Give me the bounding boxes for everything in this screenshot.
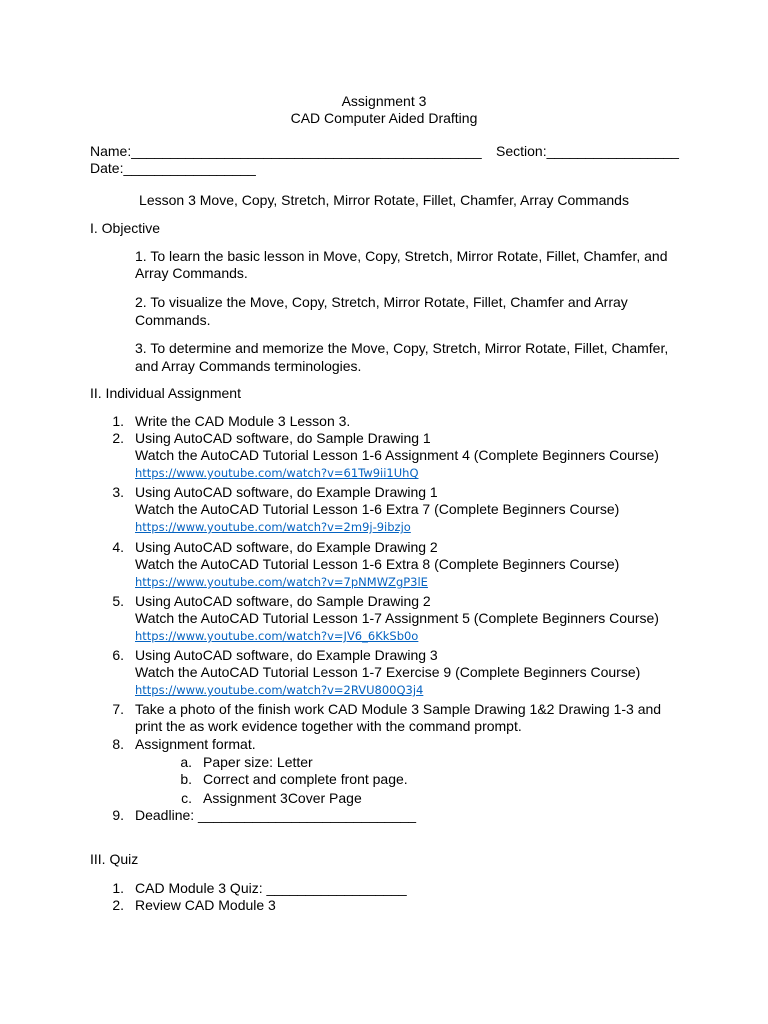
format-letter: b. (180, 771, 192, 787)
item-watch-text: Watch the AutoCAD Tutorial Lesson 1-7 Exercise 9 (Complete Beginners Course) (135, 664, 641, 680)
item-number: 1. (112, 880, 124, 896)
item-watch-text: Watch the AutoCAD Tutorial Lesson 1-6 Extra 7 (Complete Beginners Course) (135, 501, 620, 517)
objective-line: and Array Commands terminologies. (135, 358, 362, 374)
objective-line: 2. To visualize the Move, Copy, Stretch, Mirror Rotate, Fillet, Chamfer and Array (135, 294, 628, 310)
youtube-link[interactable]: https://www.youtube.com/watch?v=7pNMWZgP3lE (135, 575, 428, 589)
quiz-heading: III. Quiz (90, 851, 139, 867)
quiz-text: CAD Module 3 Quiz: __________________ (135, 880, 407, 896)
assignment-heading: II. Individual Assignment (90, 385, 241, 401)
format-text: Paper size: Letter (203, 754, 313, 770)
item-watch-text: Watch the AutoCAD Tutorial Lesson 1-7 Assignment 5 (Complete Beginners Course) (135, 610, 659, 626)
name-field: Name:_____________________________________________ (90, 143, 482, 159)
youtube-link[interactable]: https://www.youtube.com/watch?v=61Tw9ii1UhQ (135, 466, 419, 480)
item-number: 2. (112, 430, 124, 446)
format-text: Correct and complete front page. (203, 771, 408, 787)
item-text: Using AutoCAD software, do Sample Drawing 2 (135, 593, 431, 609)
item-text: Assignment format. (135, 736, 256, 752)
format-text: Assignment 3Cover Page (203, 790, 362, 806)
item-number: 8. (112, 736, 124, 752)
item-number: 9. (112, 807, 124, 823)
quiz-text: Review CAD Module 3 (135, 897, 276, 913)
lesson-title: Lesson 3 Move, Copy, Stretch, Mirror Rotate, Fillet, Chamfer, Array Commands (139, 192, 629, 208)
objective-heading: I. Objective (90, 220, 161, 236)
item-number: 2. (112, 897, 124, 913)
date-field: Date:_________________ (90, 160, 256, 176)
item-watch-text: Watch the AutoCAD Tutorial Lesson 1-6 Assignment 4 (Complete Beginners Course) (135, 447, 659, 463)
item-text: Using AutoCAD software, do Sample Drawing 1 (135, 430, 431, 446)
youtube-link[interactable]: https://www.youtube.com/watch?v=2RVU800Q3j4 (135, 683, 424, 697)
objective-line: 3. To determine and memorize the Move, Copy, Stretch, Mirror Rotate, Fillet, Chamfer, (135, 340, 669, 356)
item-text-continued: print the as work evidence together with the command prompt. (135, 718, 522, 734)
assignment-title: Assignment 3 (341, 93, 427, 109)
format-letter: c. (181, 790, 192, 806)
item-number: 4. (112, 539, 124, 555)
section-field: Section:_________________ (496, 143, 679, 159)
item-number: 6. (112, 647, 124, 663)
document-subtitle: CAD Computer Aided Drafting (290, 110, 478, 126)
youtube-link[interactable]: https://www.youtube.com/watch?v=JV6_6KkSb0o (135, 629, 419, 643)
format-letter: a. (180, 754, 192, 770)
youtube-link[interactable]: https://www.youtube.com/watch?v=2m9j-9ibzjo (135, 520, 411, 534)
item-number: 3. (112, 484, 124, 500)
item-text: Using AutoCAD software, do Example Drawing 1 (135, 484, 438, 500)
item-text: Take a photo of the finish work CAD Module 3 Sample Drawing 1&2 Drawing 1-3 and (135, 701, 662, 717)
objective-line: Commands. (135, 312, 211, 328)
objective-line: Array Commands. (135, 265, 248, 281)
item-watch-text: Watch the AutoCAD Tutorial Lesson 1-6 Extra 8 (Complete Beginners Course) (135, 556, 620, 572)
item-text: Write the CAD Module 3 Lesson 3. (135, 413, 351, 429)
item-text: Using AutoCAD software, do Example Drawing 2 (135, 539, 438, 555)
item-number: 7. (112, 701, 124, 717)
item-number: 1. (112, 413, 124, 429)
item-text: Using AutoCAD software, do Example Drawing 3 (135, 647, 438, 663)
deadline-field: Deadline: ____________________________ (135, 807, 417, 823)
item-number: 5. (112, 593, 124, 609)
objective-line: 1. To learn the basic lesson in Move, Copy, Stretch, Mirror Rotate, Fillet, Chamfer, and (135, 248, 668, 264)
